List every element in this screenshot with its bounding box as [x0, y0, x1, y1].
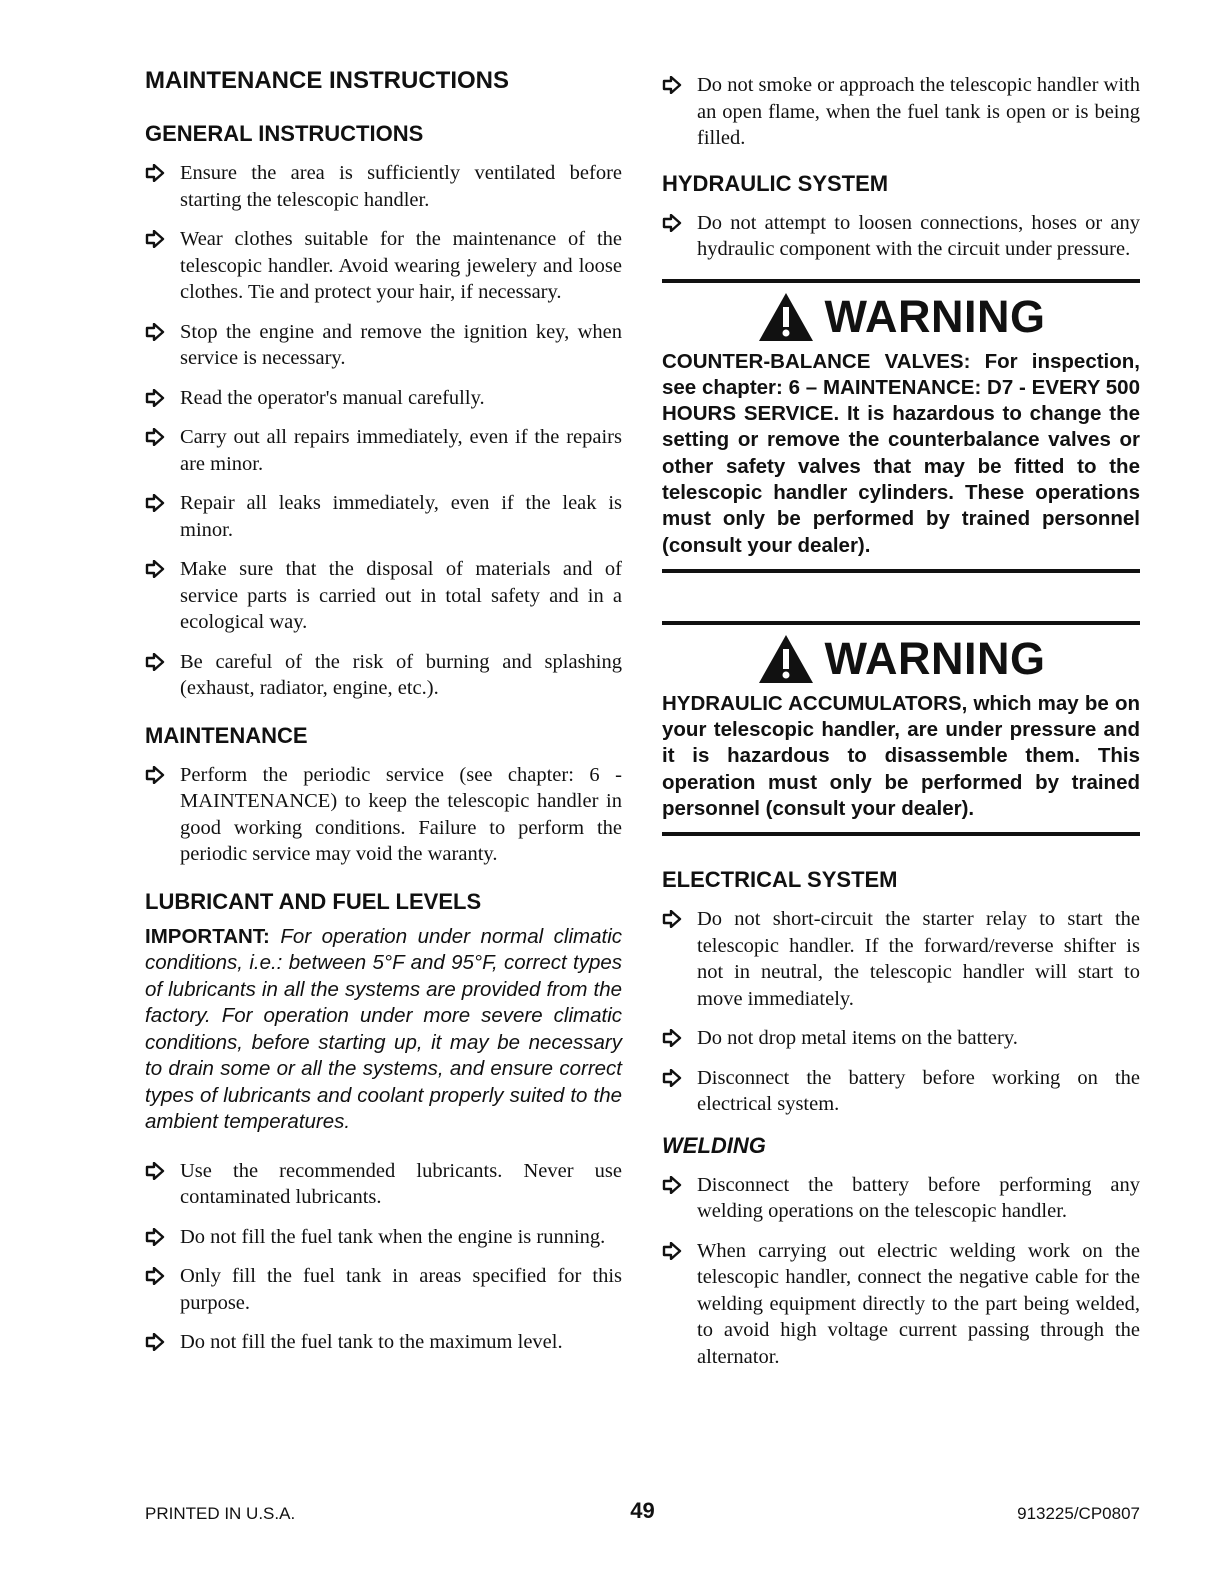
bullet-text: Perform the periodic service (see chapter: 6 - MAINTENANCE) to keep the telescopic handler in good working conditions. Failure to perform the periodic service may void the waranty. [180, 763, 622, 865]
bullet-text: Only fill the fuel tank in areas specified for this purpose. [180, 1265, 622, 1314]
bullet-text: Carry out all repairs immediately, even if the repairs are minor. [180, 426, 622, 475]
bullet-item [662, 72, 1140, 152]
lubricant-list [145, 1158, 622, 1356]
bullet-text: Do not smoke or approach the telescopic handler with an open flame, when the fuel tank is open or is being filled. [697, 74, 1140, 149]
bullet-item [145, 556, 622, 636]
bullet-text: Do not drop metal items on the battery. [697, 1027, 1018, 1050]
bullet-item [145, 226, 622, 306]
arrow-right-icon [145, 389, 165, 407]
bullet-item [662, 1025, 1140, 1052]
bullet-item [662, 906, 1140, 1012]
arrow-right-icon [145, 766, 165, 784]
warning-text-accumulators: HYDRAULIC ACCUMULATORS, which may be on your telescopic handler, are under pressure and it is hazardous to disassemble them. This operation must only be performed by trained personnel (consult your dealer). [662, 691, 1140, 821]
important-label: IMPORTANT: [145, 924, 270, 948]
arrow-right-icon [145, 164, 165, 182]
bullet-item [662, 1238, 1140, 1371]
arrow-right-icon [662, 214, 682, 232]
warning-box-counterbalance [662, 279, 1140, 573]
bullet-item [145, 319, 622, 372]
page-title: MAINTENANCE INSTRUCTIONS [145, 67, 509, 94]
warning-triangle-icon [757, 291, 815, 343]
arrow-right-icon [662, 76, 682, 94]
electrical-system-heading: ELECTRICAL SYSTEM [662, 867, 898, 893]
arrow-right-icon [662, 1242, 682, 1260]
arrow-right-icon [662, 1176, 682, 1194]
arrow-right-icon [145, 1228, 165, 1246]
bullet-item [145, 490, 622, 543]
arrow-right-icon [145, 323, 165, 341]
document-code: 913225/CP0807 [1017, 1504, 1140, 1523]
arrow-right-icon [145, 1333, 165, 1351]
bullet-text: Do not fill the fuel tank to the maximum level. [180, 1331, 563, 1353]
bullet-text: Stop the engine and remove the ignition key, when service is necessary. [180, 320, 622, 369]
warning-box-accumulators [662, 621, 1140, 836]
bullet-text: Read the operator's manual carefully. [180, 386, 485, 409]
bullet-text: Do not attempt to loosen connections, hoses or any hydraulic component with the circuit under pressure. [697, 211, 1140, 260]
general-instructions-list [145, 160, 622, 702]
bullet-item [662, 210, 1140, 263]
bullet-text: Disconnect the battery before working on the electrical system. [697, 1066, 1140, 1116]
warning-triangle-icon [757, 633, 815, 685]
arrow-right-icon [145, 653, 165, 671]
important-note [145, 924, 622, 1136]
bullet-item [662, 1065, 1140, 1118]
warning-text-counterbalance: COUNTER-BALANCE VALVES: For inspection, see chapter: 6 – MAINTENANCE: D7 - EVERY 500 HOURS SERVICE. It is hazardous to change the setting or remove the counterbalance valves or other safety valves that may be fitted to the telescopic handler cylinders. These operations must only be performed by trained personnel (consult your dealer). [662, 349, 1140, 557]
bullet-text: Repair all leaks immediately, even if the leak is minor. [180, 492, 622, 541]
arrow-right-icon [662, 910, 682, 928]
bullet-item [145, 649, 622, 702]
bullet-item [145, 762, 622, 868]
warning-label: WARNING [824, 632, 1046, 684]
arrow-right-icon [145, 494, 165, 512]
hydraulic-list [662, 210, 1140, 263]
left-column [145, 64, 622, 1369]
welding-list [662, 1172, 1140, 1371]
arrow-right-icon [145, 230, 165, 248]
warning-label: WARNING [824, 290, 1046, 342]
bullet-text: Make sure that the disposal of materials and of service parts is carried out in total safety and in a ecological way. [180, 558, 622, 633]
hydraulic-system-heading: HYDRAULIC SYSTEM [662, 170, 889, 196]
arrow-right-icon [662, 1029, 682, 1047]
maintenance-heading: MAINTENANCE [145, 722, 308, 748]
bullet-item [145, 385, 622, 412]
bullet-text: Wear clothes suitable for the maintenance of the telescopic handler. Avoid wearing jewelery and loose clothes. Tie and protect your hair, if necessary. [180, 228, 622, 303]
fuel-safety-list [662, 72, 1140, 152]
bullet-item [145, 1329, 622, 1356]
bullet-text: Ensure the area is sufficiently ventilated before starting the telescopic handler. [180, 162, 622, 211]
page-footer [145, 1498, 1140, 1528]
bullet-item [145, 1224, 622, 1251]
bullet-text: Do not short-circuit the starter relay to start the telescopic handler. If the forward/reverse shifter is not in neutral, the telescopic handler will start to move immediately. [697, 908, 1140, 1010]
bullet-item [145, 160, 622, 213]
lubricant-fuel-heading: LUBRICANT AND FUEL LEVELS [145, 888, 482, 914]
arrow-right-icon [145, 1162, 165, 1180]
general-instructions-heading: GENERAL INSTRUCTIONS [145, 121, 424, 146]
bullet-item [145, 1158, 622, 1211]
maintenance-list [145, 762, 622, 868]
bullet-text: When carrying out electric welding work on the telescopic handler, connect the negative cable for the welding equipment directly to the part being welded, to avoid high voltage current passing through the alternator. [697, 1239, 1140, 1368]
arrow-right-icon [145, 560, 165, 578]
important-text: For operation under normal climatic conditions, i.e.: between 5°F and 95°F, correct types of lubricants in all the systems are provided from the factory. For operation under more severe climatic conditions, before starting up, it may be necessary to drain some or all the systems, and ensure correct types of lubricants and coolant properly suited to the ambient temperatures. [145, 924, 622, 1133]
printed-in-label: PRINTED IN U.S.A. [145, 1504, 296, 1523]
bullet-text: Disconnect the battery before performing any welding operations on the telescopic handler. [697, 1173, 1140, 1223]
warning-header [662, 289, 1140, 345]
arrow-right-icon [662, 1069, 682, 1087]
bullet-item [145, 424, 622, 477]
warning-header [662, 631, 1140, 687]
arrow-right-icon [145, 428, 165, 446]
bullet-text: Be careful of the risk of burning and splashing (exhaust, radiator, engine, etc.). [180, 650, 622, 699]
right-column [662, 64, 1140, 1383]
electrical-list [662, 906, 1140, 1118]
bullet-text: Do not fill the fuel tank when the engine is running. [180, 1225, 606, 1248]
bullet-text: Use the recommended lubricants. Never use contaminated lubricants. [180, 1159, 622, 1208]
welding-heading: WELDING [662, 1132, 766, 1158]
page-number: 49 [630, 1498, 655, 1523]
arrow-right-icon [145, 1267, 165, 1285]
bullet-item [145, 1263, 622, 1316]
bullet-item [662, 1172, 1140, 1225]
